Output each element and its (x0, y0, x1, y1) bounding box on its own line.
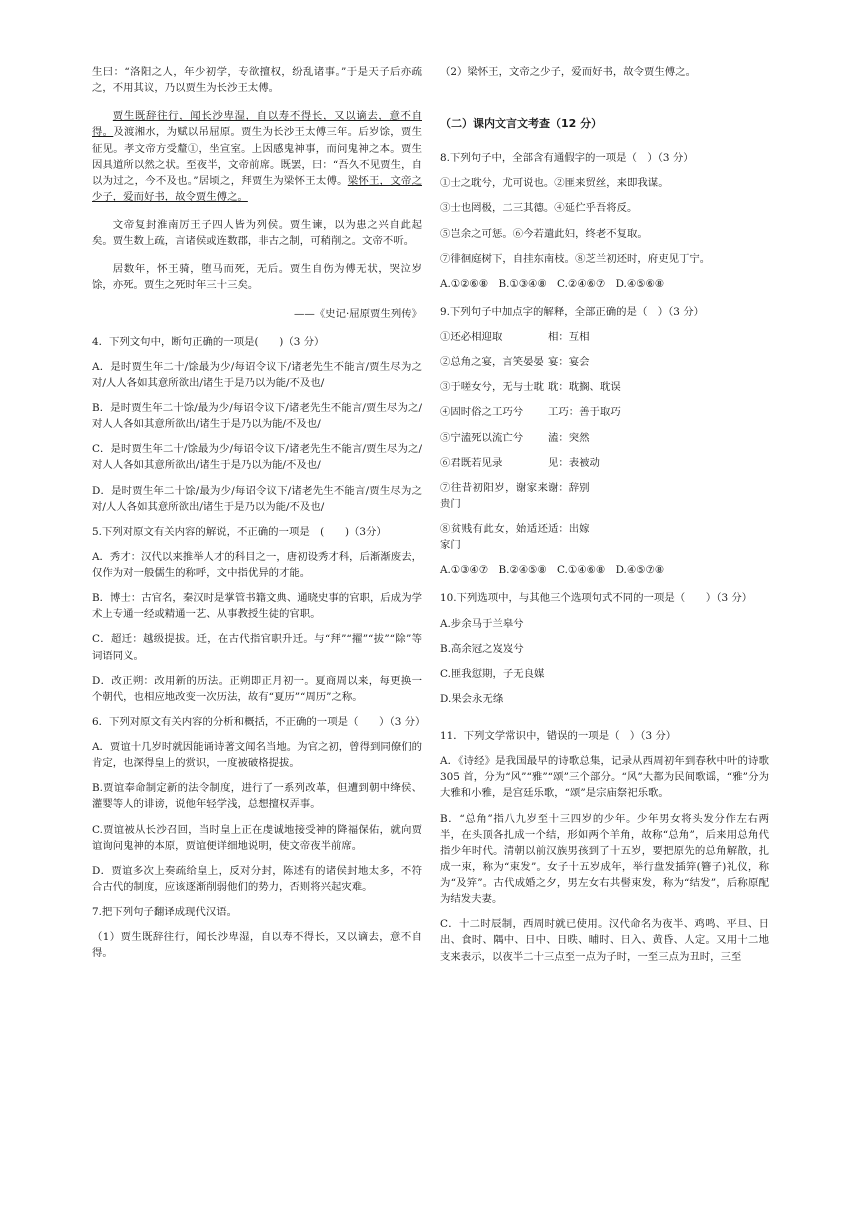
left-column (92, 64, 426, 970)
question-7-sentence-1: （1）贾生既辞往行，闻长沙卑湿，自以寿不得长，又以谪去，意不自得。 (92, 931, 422, 960)
question-9-item-gloss: 宴：宴会 (548, 356, 590, 369)
question-9-item-sentence: ③于嗟女兮，无与士耽 (440, 381, 544, 394)
question-9-item (440, 404, 769, 420)
question-9-item-gloss: 见：表被动 (548, 456, 600, 469)
question-11 (440, 728, 769, 965)
question-5-option-c[interactable]: C．超迁：越级提拔。迁，在古代指官职升迁。与“拜”“擢”“拔”“除”等词语同义。 (92, 633, 422, 662)
question-9-item (440, 480, 769, 512)
question-7-sentence-2: （2）梁怀王，文帝之少子，爱而好书，故令贾生傅之。 (440, 66, 696, 78)
passage-paragraph-4: 居数年，怀王骑，堕马而死，无后。贾生自伤为傅无状，哭泣岁馀，亦死。贾生之死时年三十三矣。 (92, 263, 422, 292)
question-9-answer-choices[interactable]: A.①③④⑦ B.②④⑤⑧ C.①④⑥⑧ D.④⑤⑦⑧ (440, 564, 665, 577)
question-4-option-b[interactable]: B．是时贾生年二十馀/最为少/每诏令议下/诸老先生不能言/贾生尽为之/对人人各如其意所欲出/诸生于是乃以为能/不及也/ (92, 402, 422, 431)
question-7 (92, 904, 422, 961)
question-9-item-sentence: ⑦往昔初阳岁，谢家来贵门 (440, 481, 548, 510)
right-column (440, 64, 769, 974)
question-4-option-c[interactable]: C．是时贾生年二十/馀最为少/每诏令议下/诸老先生不能言/贾生尽为之/对人人各如其意所欲出/诸生于是乃以为能/不及也/ (92, 443, 422, 472)
question-10-option-b[interactable]: B.高余冠之岌岌兮 (440, 642, 524, 655)
question-8 (440, 150, 769, 292)
question-9-item (440, 521, 769, 553)
question-9-item-gloss: 相：互相 (548, 331, 590, 344)
question-6 (92, 714, 426, 895)
question-9-item (440, 430, 769, 446)
question-6-title: 6．下列对原文有关内容的分析和概括，不正确的一项是（ ）（3 分） (92, 715, 426, 728)
question-9-item-sentence: ④固时俗之工巧兮 (440, 406, 524, 419)
question-6-option-a[interactable]: A．贾谊十几岁时就因能诵诗著文闻名当地。为官之初，曾得到同僚们的肯定，也深得皇上的赏识，一度被破格提拔。 (92, 741, 422, 770)
question-11-option-b[interactable]: B．“总角”指八九岁至十三四岁的少年。少年男女将头发分作左右两半，在头顶各扎成一个结，形如两个羊角，故称“总角”，后来用总角代指少年时代。清朝以前汉族男孩到了十五岁，要把原先的总角解散，扎成一束，称为“束发”。女子十五岁成年，举行盘发插笄(簪子)礼仪，称为“及笄”。古代成婚之夕，男左女右共髻束发，称为“结发”，后称原配为结发夫妻。 (440, 812, 769, 906)
question-9-item-gloss: 适：出嫁 (548, 523, 590, 536)
question-9-item-sentence: ⑧贫贱有此女，始适还家门 (440, 523, 548, 552)
passage-paragraph-2-middle: 及渡湘水，为赋以吊屈原。贾生为长沙王太傅三年。后岁馀，贾生征见。孝文帝方受釐①，坐宣室。上因感鬼神事，而问鬼神之本。贾生因具道所以然之状。至夜半，文帝前席。既罢，曰：“吾久不见贾生，自以为过之，今不及也。”居顷之，拜贾生为梁怀王太傅。 (92, 126, 423, 187)
section-heading: （二）课内文言文考查（12 分） (440, 117, 603, 131)
question-9 (440, 304, 769, 579)
question-5 (92, 524, 422, 705)
question-4-option-d[interactable]: D．是时贾生年二十馀/最为少/每诏令议下/诸老先生不能言/贾生尽为之对/人人各如其意所欲出/诸生于是乃以为能/不及也/ (92, 484, 422, 513)
underlined-sentence-1: 贾生既辞往行，闻长沙卑湿，自以寿不得长，又以谪去，意不自得。 (92, 110, 422, 139)
question-4-option-a[interactable]: A．是时贾生年二十/馀最为少/每诏令议下/诸老先生不能言/贾生尽为之对/人人各如其意所欲出/诸生于是乃以为能/不及也/ (92, 360, 422, 389)
question-8-item-3: ⑤岂余之可惩。⑥今若遣此妇，终老不复取。 (440, 227, 648, 240)
question-6-option-c[interactable]: C.贾谊被从长沙召回，当时皇上正在虔诚地接受神的降福保佑，就向贾谊询问鬼神的本原，贾谊便详细地说明，使文帝夜半前席。 (92, 823, 422, 852)
passage-paragraph-2 (92, 108, 422, 205)
passage-citation: ——《史记·屈原贾生列传》 (294, 307, 422, 320)
passage-paragraph-3: 文帝复封淮南厉王子四人皆为列侯。贾生谏，以为患之兴自此起矣。贾生数上疏，言诸侯或连数郡，非古之制，可稍削之。文帝不听。 (92, 219, 422, 248)
question-9-item-sentence: ②总角之宴，言笑晏晏 (440, 356, 544, 369)
question-10-title: 10.下列选项中，与其他三个选项句式不同的一项是（ ）（3 分） (440, 592, 753, 605)
spacer (440, 716, 769, 728)
question-11-option-a[interactable]: A．《诗经》是我国最早的诗歌总集，记录从西周初年到春秋中叶的诗歌 305 首，分为“风”“雅”“颂”三个部分。“风”大都为民间歌谣，“雅”分为大雅和小雅，是宫廷乐歌，“颂”是宗庙祭祀乐歌。 (440, 755, 769, 800)
question-9-items (440, 329, 769, 553)
question-6-option-d[interactable]: D．贾谊多次上奏疏给皇上，反对分封，陈述有的诸侯封地太多，不符合古代的制度，应该逐渐削弱他们的势力，否则将兴起灾难。 (92, 864, 422, 893)
question-8-title: 8.下列句子中，全部含有通假字的一项是（ ）（3 分） (440, 152, 694, 165)
question-9-item (440, 379, 769, 395)
question-4 (92, 334, 422, 515)
question-5-option-a[interactable]: A．秀才：汉代以来推举人才的科目之一，唐初设秀才科，后渐渐废去，仅作为对一般儒生的称呼，文中指优异的才能。 (92, 550, 422, 579)
question-10-option-c[interactable]: C.匪我愆期，子无良媒 (440, 667, 545, 680)
question-9-item-sentence: ⑥君既若见录 (440, 456, 503, 469)
question-10-option-d[interactable]: D.果会永无绦 (440, 692, 504, 705)
question-8-answer-choices[interactable]: A.①②⑥⑧ B.①③④⑧ C.②④⑥⑦ D.④⑤⑥⑧ (440, 277, 665, 290)
question-8-item-1: ①士之耽兮，尤可说也。②匪来贸丝，来即我谋。 (440, 177, 669, 190)
question-5-option-d[interactable]: D．改正朔：改用新的历法。正朔即正月初一。夏商周以来，每更换一个朝代，也相应地改变一次历法，故有“夏历”“周历”之称。 (92, 674, 422, 703)
question-11-option-c[interactable]: C．十二时辰制，西周时就已使用。汉代命名为夜半、鸡鸣、平旦、日出、食时、隅中、日中、日昳、晡时、日入、黄昏、人定。又用十二地支来表示，以夜半二十三点至一点为子时，一至三点为丑时，三至 (440, 918, 769, 963)
question-9-item-gloss: 谢：辞别 (548, 481, 590, 494)
question-9-title: 9.下列句子中加点字的解释，全部正确的是（ ）（3 分） (440, 305, 704, 318)
question-9-item-gloss: 工巧：善于取巧 (548, 406, 621, 419)
question-9-item-sentence: ⑤宁溘死以流亡兮 (440, 431, 524, 444)
underlined-sentence-2: 梁怀王，文帝之少子，爱而好书，故令贾生傅之。 (92, 174, 422, 203)
question-6-option-b[interactable]: B.贾谊奉命制定新的法令制度，进行了一系列改革，但遭到朝中绛侯、灌婴等人的诽谤，说他年轻学浅，总想擅权弄事。 (92, 782, 422, 811)
question-5-title: 5.下列对原文有关内容的解说，不正确的一项是 ( )（3分） (92, 525, 387, 538)
spacer (440, 89, 769, 115)
question-8-item-4: ⑦徘徊庭树下，自挂东南枝。⑧芝兰初还时，府吏见丁宁。 (440, 252, 711, 265)
question-9-item (440, 354, 769, 370)
question-9-item (440, 455, 769, 471)
question-7-title: 7.把下列句子翻译成现代汉语。 (92, 906, 237, 918)
question-8-item-2: ③士也罔极，二三其德。④延伫乎吾将反。 (440, 202, 638, 215)
passage-paragraph-1: 生曰：“洛阳之人，年少初学，专欲擅权，纷乱诸事。”于是天子后亦疏之，不用其议，乃以贾生为长沙王太傅。 (92, 66, 422, 95)
question-4-title: 4．下列文句中，断句正确的一项是( )（3 分） (92, 335, 325, 348)
question-5-option-b[interactable]: B．博士：古官名，秦汉时是掌管书籍文典、通晓史事的官职，后成为学术上专通一经或精通一艺、从事教授生徒的官职。 (92, 592, 422, 621)
question-10-option-a[interactable]: A.步余马于兰皋兮 (440, 617, 524, 630)
question-11-title: 11．下列文学常识中，错误的一项是（ ）（3 分） (440, 730, 677, 743)
question-10 (440, 590, 769, 707)
question-9-item-sentence: ①还必相迎取 (440, 331, 503, 344)
question-9-item-gloss: 耽：耽搁、耽误 (548, 381, 621, 394)
question-9-item-gloss: 溘：突然 (548, 431, 590, 444)
question-9-item (440, 329, 769, 345)
classical-passage (92, 64, 422, 294)
